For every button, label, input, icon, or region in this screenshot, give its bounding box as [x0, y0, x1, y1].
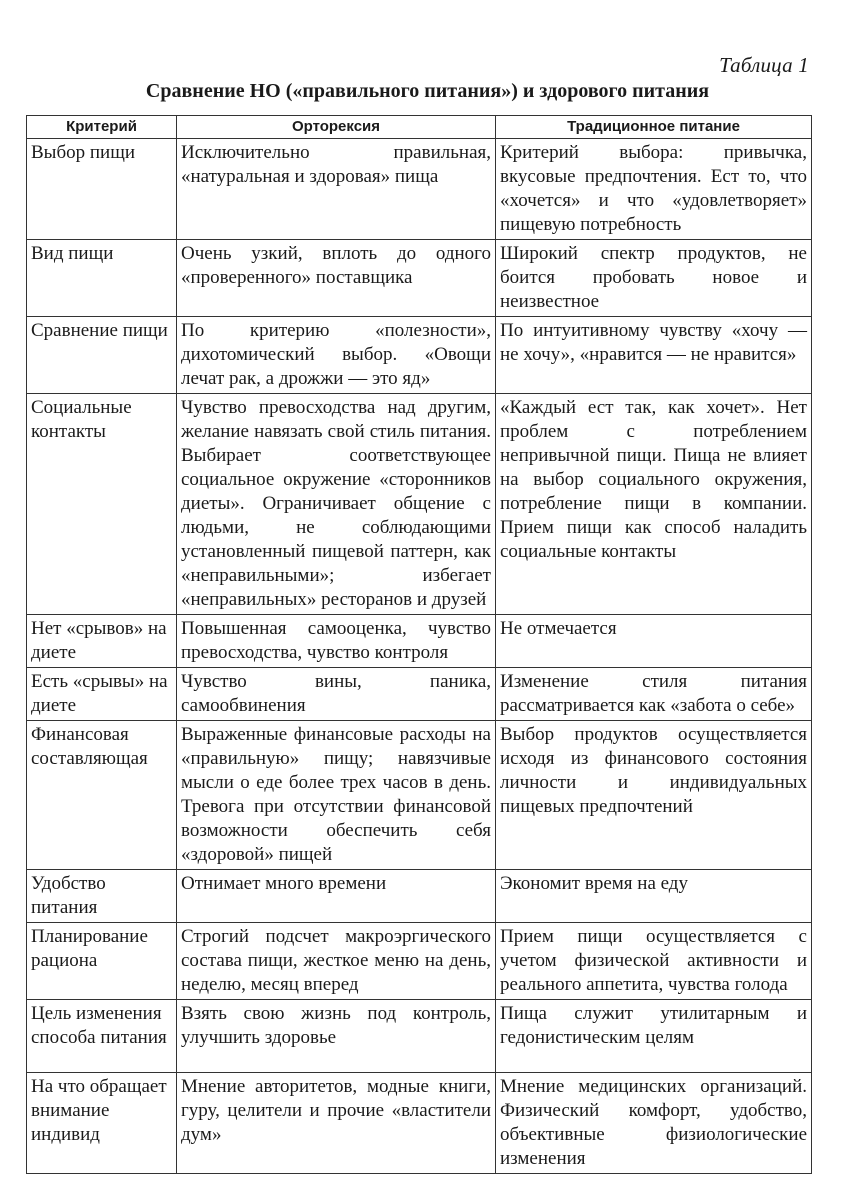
traditional-cell: Прием пищи осуществляется с учетом физической активности и реального аппетита, чувства голода [496, 923, 812, 1000]
criterion-cell: Социальные контакты [27, 394, 177, 615]
traditional-cell: Не отмечается [496, 615, 812, 668]
table-row [27, 317, 812, 394]
criterion-cell: На что обращает внимание индивид [27, 1073, 177, 1174]
orthorexia-cell: По критерию «полезности», дихотомический выбор. «Овощи лечат рак, а дрожжи — это яд» [177, 317, 496, 394]
traditional-cell: Выбор продуктов осуществляется исходя из финансового состояния личности и индивидуальных пищевых предпочтений [496, 721, 812, 870]
criterion-cell: Есть «срывы» на диете [27, 668, 177, 721]
header-traditional: Традиционное питание [496, 116, 812, 139]
orthorexia-cell: Взять свою жизнь под контроль, улучшить здоровье [177, 1000, 496, 1073]
orthorexia-cell: Чувство вины, паника, самообвинения [177, 668, 496, 721]
table-row [27, 1073, 812, 1174]
traditional-cell: Пища служит утилитарным и гедонистическим целям [496, 1000, 812, 1073]
table-row [27, 668, 812, 721]
traditional-cell: Изменение стиля питания рассматривается как «забота о себе» [496, 668, 812, 721]
table-row [27, 615, 812, 668]
traditional-cell: «Каждый ест так, как хочет». Нет проблем с потреблением непривычной пищи. Пища не влияет на выбор социального окружения, потребление пищи в компании. Прием пищи как способ наладить социальные контакты [496, 394, 812, 615]
table-row [27, 923, 812, 1000]
table-body [27, 139, 812, 1174]
criterion-cell: Финансовая составляющая [27, 721, 177, 870]
traditional-cell: Экономит время на еду [496, 870, 812, 923]
orthorexia-cell: Мнение авторитетов, модные книги, гуру, целители и прочие «властители дум» [177, 1073, 496, 1174]
table-row [27, 394, 812, 615]
table-row [27, 1000, 812, 1073]
header-orthorexia: Орторексия [177, 116, 496, 139]
header-criterion: Критерий [27, 116, 177, 139]
orthorexia-cell: Выраженные финансовые расходы на «правильную» пищу; навязчивые мысли о еде более трех часов в день. Тревога при отсутствии финансовой возможности обеспечить себя «здоровой» пищей [177, 721, 496, 870]
criterion-cell: Планирование рациона [27, 923, 177, 1000]
criterion-cell: Нет «срывов» на диете [27, 615, 177, 668]
table-row [27, 240, 812, 317]
orthorexia-cell: Строгий подсчет макроэргического состава пищи, жесткое меню на день, неделю, месяц вперед [177, 923, 496, 1000]
table-label: Таблица 1 [719, 53, 809, 77]
table-row [27, 721, 812, 870]
criterion-cell: Выбор пищи [27, 139, 177, 240]
orthorexia-cell: Очень узкий, вплоть до одного «проверенного» поставщика [177, 240, 496, 317]
table-row [27, 870, 812, 923]
criterion-cell: Вид пищи [27, 240, 177, 317]
traditional-cell: Широкий спектр продуктов, не боится пробовать новое и неизвестное [496, 240, 812, 317]
orthorexia-cell: Повышенная самооценка, чувство превосходства, чувство контроля [177, 615, 496, 668]
orthorexia-cell: Отнимает много времени [177, 870, 496, 923]
traditional-cell: Мнение медицинских организаций. Физический комфорт, удобство, объективные физиологические изменения [496, 1073, 812, 1174]
orthorexia-cell: Чувство превосходства над другим, желание навязать свой стиль питания. Выбирает соответствующее социальное окружение «сторонников диеты». Ограничивает общение с людьми, не соблюдающими установленный пищевой паттерн, как «неправильными»; избегает «неправильных» ресторанов и друзей [177, 394, 496, 615]
traditional-cell: По интуитивному чувству «хочу — не хочу», «нравится — не нравится» [496, 317, 812, 394]
table-header-row [27, 116, 812, 139]
criterion-cell: Цель изменения способа питания [27, 1000, 177, 1073]
traditional-cell: Критерий выбора: привычка, вкусовые предпочтения. Ест то, что «хочется» и что «удовлетворяет» пищевую потребность [496, 139, 812, 240]
orthorexia-cell: Исключительно правильная, «натуральная и здоровая» пища [177, 139, 496, 240]
criterion-cell: Сравнение пищи [27, 317, 177, 394]
table-title: Сравнение НО («правильного питания») и здорового питания [145, 80, 710, 102]
criterion-cell: Удобство питания [27, 870, 177, 923]
comparison-table [26, 115, 812, 1174]
table-row [27, 139, 812, 240]
